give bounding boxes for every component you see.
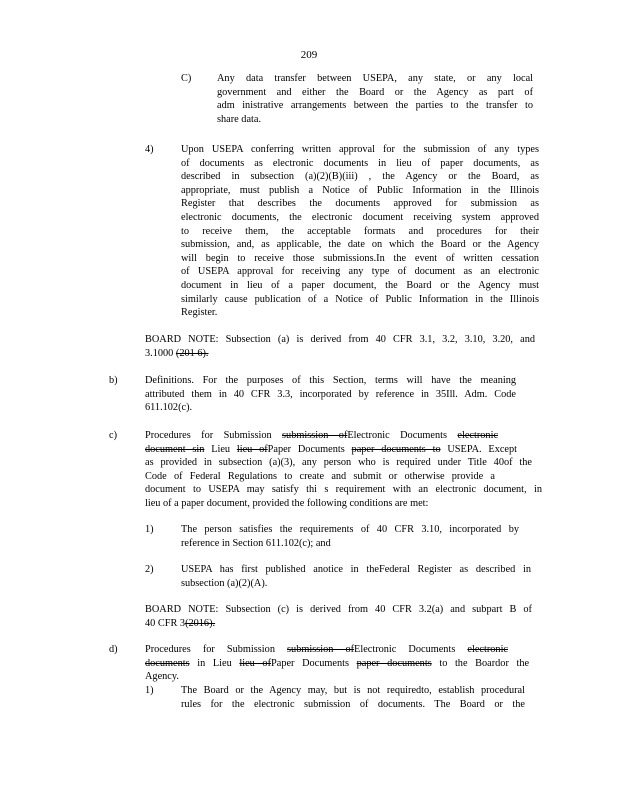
item-c-deleted: submission of <box>282 430 348 441</box>
item-b-line: attributed them in 40 CFR 3.3, incorporated by reference in 35Ill. Adm. Code <box>145 388 516 400</box>
item-4-text <box>181 143 539 320</box>
page-number: 209 <box>300 49 318 61</box>
item-d1-line: The Board or the Agency may, but is not requiredto, establish procedural <box>181 685 525 696</box>
item-d-deleted: submission of <box>287 644 355 655</box>
board-note-a-citation: 3.1000 <box>145 347 174 359</box>
item-c-line: as provided in subsection (a)(3), any person who is required under Title 40of the <box>145 457 532 469</box>
item-4-line: to receive them, the acceptable formats and procedures for their <box>181 225 539 237</box>
board-note-c-line <box>145 617 532 631</box>
item-4-line: Register that describes the documents approved for submission as <box>181 198 539 210</box>
item-d-text <box>145 643 529 684</box>
item-d-heading-3: in Lieu <box>197 657 232 669</box>
item-b-label: b) <box>109 375 118 386</box>
item-c-heading-4: Paper Documents <box>267 443 345 455</box>
item-c-deleted: electronic <box>457 430 499 441</box>
item-b-text <box>145 374 516 415</box>
item-C-text <box>217 72 533 126</box>
item-d-deleted: electronic <box>467 644 508 655</box>
item-c-heading-3: Lieu <box>211 443 231 455</box>
board-note-c-deleted: (2016). <box>185 617 216 629</box>
item-c-deleted: lieu of <box>236 443 268 455</box>
item-C-line: Any data transfer between USEPA, any state, or any local <box>217 73 533 84</box>
board-note-c-citation: 40 CFR 3 <box>145 617 186 629</box>
item-d-line <box>145 643 508 657</box>
item-c2-text <box>181 563 531 590</box>
item-c-line: lieu of a paper document, provided the following conditions are met: <box>145 497 429 509</box>
item-C-line: adm inistrative arrangements between the parties to the transfer to <box>217 100 533 112</box>
item-4-line: Register. <box>181 307 218 319</box>
board-note-c <box>145 603 532 630</box>
item-c-deleted: paper documents to <box>351 443 441 455</box>
item-c-text-start: USEPA. Except <box>447 443 517 455</box>
item-4-line: submission, and, as applicable, the date on which the Board or the Agency <box>181 239 539 251</box>
item-c2-line: USEPA has first published anotice in theFederal Register as described in <box>181 564 531 575</box>
item-d-line: Agency. <box>145 671 179 683</box>
board-note-a-deleted: (201 6). <box>175 347 209 359</box>
item-d-heading-1: Procedures for Submission <box>145 644 275 655</box>
item-c2-line: subsection (a)(2)(A). <box>181 577 268 589</box>
item-4-line: electronic documents, the electronic document receiving system approved <box>181 211 539 223</box>
item-4-line: document in lieu of a paper document, the Board or the Agency must <box>181 279 539 291</box>
item-4-line: will begin to receive those submissions.In the event of written cessation <box>181 252 539 264</box>
item-d-text-start: to the Boardor the <box>439 657 530 669</box>
item-d-deleted: lieu of <box>239 657 272 669</box>
item-c1-label: 1) <box>145 524 154 535</box>
item-4-label: 4) <box>145 144 154 155</box>
item-c-line: Code of Federal Regulations to create and submit or otherwise provide a <box>145 470 495 482</box>
board-note-a <box>145 333 535 360</box>
item-c-deleted: document sin <box>145 443 205 455</box>
item-b-line: 611.102(c). <box>145 402 193 414</box>
item-c1-line: reference in Section 611.102(c); and <box>181 537 331 549</box>
item-c-line <box>145 443 517 457</box>
board-note-a-line: BOARD NOTE: Subsection (a) is derived from 40 CFR 3.1, 3.2, 3.10, 3.20, and <box>145 334 535 345</box>
item-4-line: Upon USEPA conferring written approval for the submission of any types <box>181 144 539 155</box>
item-d-line <box>145 657 529 671</box>
item-d-heading-2: Electronic Documents <box>354 644 456 655</box>
item-d1-label: 1) <box>145 685 154 696</box>
item-C-line: share data. <box>217 113 262 125</box>
item-d-deleted: paper documents <box>356 657 432 669</box>
board-note-a-line <box>145 347 535 361</box>
item-C-label: C) <box>181 73 192 84</box>
item-c-line: document to USEPA may satisfy thi s requirement with an electronic document, in <box>145 484 542 496</box>
item-d-label: d) <box>109 644 118 655</box>
item-C-line: government and either the Board or the Agency as part of <box>217 86 533 98</box>
board-note-c-line: BOARD NOTE: Subsection (c) is derived from 40 CFR 3.2(a) and subpart B of <box>145 604 532 615</box>
item-4-line: described in subsection (a)(2)(B)(iii) , the Agency or the Board, as <box>181 171 539 183</box>
item-c1-text <box>181 523 519 550</box>
item-c-heading-1: Procedures for Submission <box>145 430 272 441</box>
item-4-line: appropriate, must publish a Notice of Public Information in the Illinois <box>181 184 539 196</box>
item-c-line <box>145 429 498 443</box>
item-4-line: similarly cause publication of a Notice of Public Information in the Illinois <box>181 293 539 305</box>
item-d-heading-4: Paper Documents <box>271 657 349 669</box>
item-4-line: of USEPA approval for receiving any type of document as an electronic <box>181 266 539 278</box>
item-c-label: c) <box>109 430 117 441</box>
item-c-heading-2: Electronic Documents <box>347 430 448 441</box>
item-d1-line: rules for the electronic submission of documents. The Board or the <box>181 698 525 710</box>
item-c-text <box>145 429 542 511</box>
item-4-line: of documents as electronic documents in lieu of paper documents, as <box>181 157 539 169</box>
item-c2-label: 2) <box>145 564 154 575</box>
item-c1-line: The person satisfies the requirements of 40 CFR 3.10, incorporated by <box>181 524 519 535</box>
item-d-deleted: documents <box>145 657 190 669</box>
item-d1-text <box>181 684 525 711</box>
item-b-line: Definitions. For the purposes of this Section, terms will have the meaning <box>145 375 516 386</box>
